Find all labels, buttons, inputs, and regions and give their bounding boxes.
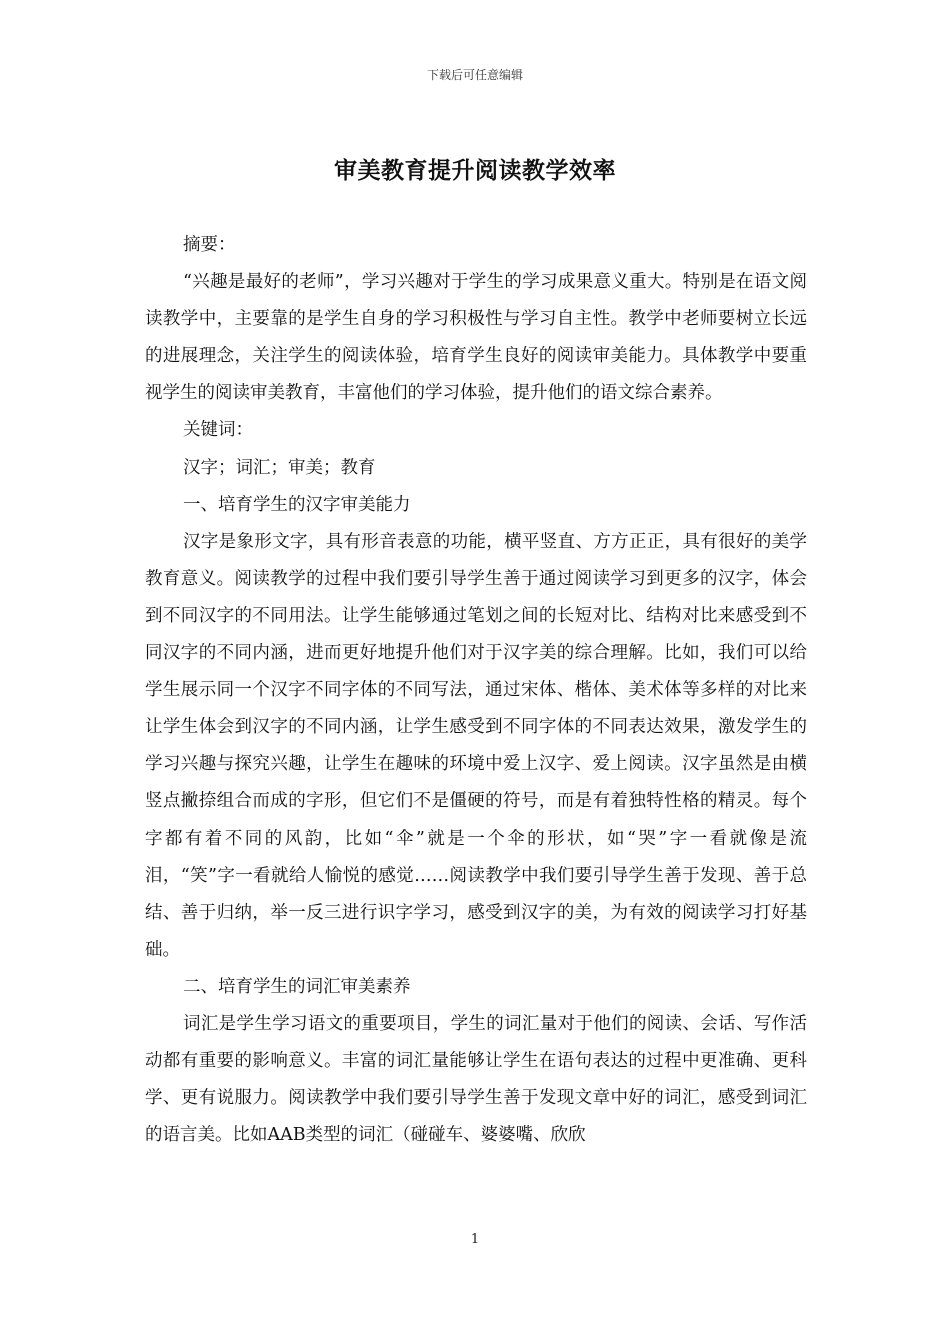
abstract-label: 摘要： <box>183 235 236 255</box>
section-2-paragraph: 词汇是学生学习语文的重要项目，学生的词汇量对于他们的阅读、会话、写作活动都有重要的影响意义。丰富的词汇量能够让学生在语句表达的过程中更准确、更科学、更有说服力。阅读教学中我们要引导学生善于发现文章中好的词汇，感受到词汇的语言美。比如AAB类型的词汇（碰碰车、婆婆嘴、欣欣 <box>145 1013 807 1146</box>
section-2-heading: 二、培育学生的词汇审美素养 <box>183 976 411 997</box>
section-1-paragraph: 汉字是象形文字，具有形音表意的功能，横平竖直、方方正正，具有很好的美学教育意义。阅读教学的过程中我们要引导学生善于通过阅读学习到更多的汉字，体会到不同汉字的不同用法。让学生能够通过笔划之间的长短对比、结构对比来感受到不同汉字的不同内涵，进而更好地提升他们对于汉字美的综合理解。比如，我们可以给学生展示同一个汉字不同字体的不同写法，通过宋体、楷体、美术体等多样的对比来让学生体会到汉字的不同内涵，让学生感受到不同字体的不同表达效果，激发学生的学习兴趣与探究兴趣，让学生在趣味的环境中爱上汉字、爱上阅读。汉字虽然是由横竖点撇捺组合而成的字形，但它们不是僵硬的符号，而是有着独特性格的精灵。每个字都有着不同的风韵，比如“伞”就是一个伞的形状，如“哭”字一看就像是流泪，“笑”字一看就给人愉悦的感觉……阅读教学中我们要引导学生善于发现、善于总结、善于归纳，举一反三进行识字学习，感受到汉字的美，为有效的阅读学习打好基础。 <box>145 531 807 960</box>
keywords-text: 汉字；词汇；审美；教育 <box>183 457 376 478</box>
document-body <box>145 227 807 1154</box>
keywords-label: 关键词： <box>183 420 253 441</box>
page-header: 下载后可任意编辑 <box>426 68 523 82</box>
page-number: 1 <box>470 1232 480 1247</box>
section-1-heading: 一、培育学生的汉字审美能力 <box>183 494 411 515</box>
abstract-paragraph: “兴趣是最好的老师”，学习兴趣对于学生的学习成果意义重大。特别是在语文阅读教学中，主要靠的是学生自身的学习积极性与学习自主性。教学中老师要树立长远的进展理念，关注学生的阅读体验，培育学生良好的阅读审美能力。具体教学中要重视学生的阅读审美教育，丰富他们的学习体验，提升他们的语文综合素养。 <box>145 272 807 404</box>
document-title: 审美教育提升阅读教学效率 <box>334 158 616 184</box>
